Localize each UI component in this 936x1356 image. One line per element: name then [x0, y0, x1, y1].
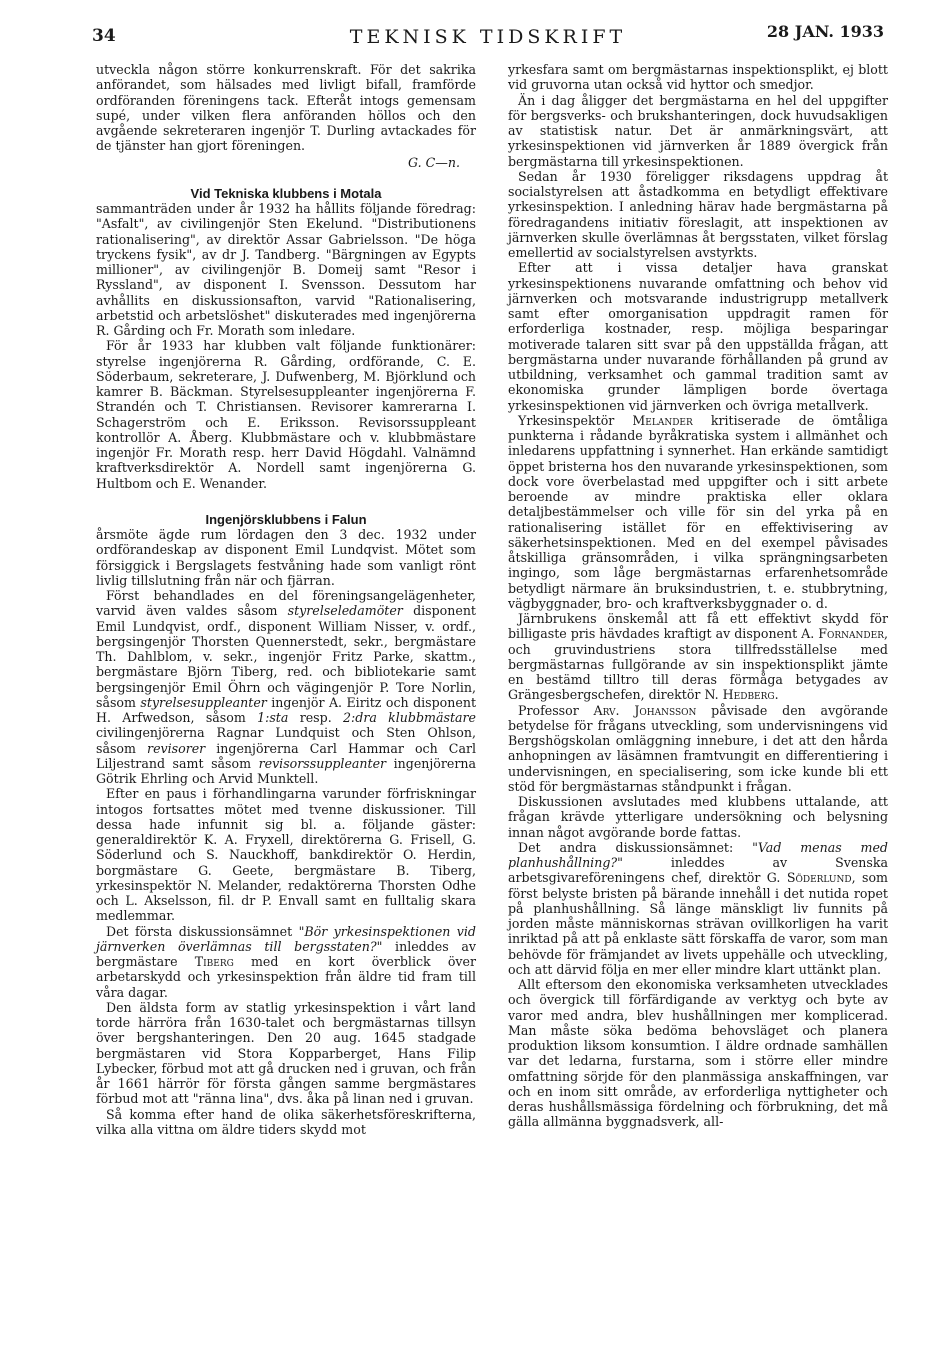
paragraph: Efter en paus i förhandlingarna varunder förfriskningar intogos fortsattes mötet med tvenne diskussioner. Till dessa hade infunnit sig bl. a. följande gäster: generaldirektör K. A. Fryxell, direktörerna G. Frisell, G. Söderlund och S. Nauckhoff, bankdirektör O. Herdin, borgmästare G. Geete, bergmästare B. Tiberg, yrkesinspektör N. Melander, redaktörerna Thorsten Odhe och L. Akselsson, fil. dr P. Envall samt en fulltalig skara medlemmar. — [96, 786, 476, 924]
italic-text: revisorssuppleanter — [258, 755, 387, 771]
paragraph: utveckla någon större konkurrenskraft. För det sakrika anförandet, som hälsades med livligt bifall, framförde ordföranden föreningens tack. Efteråt intogs gemensam supé, under vilken flera anföranden höllos och den avgående sekreteraren ingenjör T. Durling avtackades för de tjänster han gjort föreningen. — [96, 62, 476, 154]
italic-text: revisorer — [147, 740, 206, 756]
text-run: . — [774, 687, 779, 703]
text-run: Yrkesinspektör — [518, 412, 633, 428]
text-run: inleddes av Svenska arbetsgivareföreningens chef, direktör G. — [508, 855, 888, 886]
name-small-caps: Melander — [632, 412, 693, 428]
section-heading-falun: Ingenjörsklubbens i Falun — [205, 511, 367, 527]
italic-text: "Bör yrkesinspektionen vid järnverken överlämnas till bergsstaten?" — [96, 923, 476, 954]
text-run: , och gruvindustriens stora tillfredsställelse med bergmästarnas fullgörande av sin inspektionsplikt jämte en bestämd tilltro till deras förmåga betygades av Grängesbergschefen, direktör N. — [508, 626, 889, 703]
text-run: kritiserade de ömtåliga punkterna i rådande byråkratiska system i allmänhet och inledarens uppfattning i synnerhet. Han erkände samtidigt öppet bristerna hos den nuvarande yrkesinspektionen, som dock vore överbelastad med uppgifter och i sitt arbete beroende av mindre praktiska eller oklara detaljbestämmelser och ville för sin del yrka på en rationalisering istället för en effektivisering av säkerhetsinspektionen. Med en del exempel påvisades åtskilliga gränsområden, i vilka sprängningsarbeten ingingo, som låge bergmästarnas erfarenhetsområde betydligt närmare än bruksindustrien, t. e. stubbrytning, vägbyggnader, bro- och kraftverksbyggnader o. d. — [508, 412, 888, 611]
paragraph: yrkesfara samt om bergmästarnas inspektionsplikt, ej blott vid gruvorna utan också vid hyttor och smedjor. — [508, 62, 888, 93]
page-number: 34 — [92, 26, 116, 46]
italic-text: 1:sta — [257, 710, 289, 725]
text-run: ingenjör A. Eiritz och disponent H. Arfwedson, såsom — [96, 694, 476, 725]
text-run: civilingenjörerna Ragnar Lundquist och Sten Ohlson, såsom — [96, 725, 476, 756]
text-run: disponent Emil Lundqvist, ordf., disponent William Nisser, v. ordf., bergsingenjör Thorsten Quennerstedt, sekr., bergmästare Th. Dahlblom, v. sekr., ingenjör Fritz Parke, skattm., bergmästare Björn Tiberg, red. och bibliotekarie samt bergsingenjör Emil Öhrn och vägingenjör P. Tore Norlin, såsom — [96, 603, 476, 710]
text-run: Professor — [518, 702, 594, 718]
name-small-caps: Fornander — [818, 626, 884, 642]
left-column — [96, 62, 476, 1137]
paragraph: Efter att i vissa detaljer hava granskat yrkesinspektionens nuvarande omfattning och behov vid järnverken och motsvarande industrigrupp metallverk samt efter omorganisation uppdragit ramen för erforderliga kostnader, resp. möjliga besparingar motiverade talaren sitt svar på den uppställda frågan, att bergmästarna under nuvarande förhållanden på grund av utbildning, verksamhet och gammal tradition samt av ekonomiska grunder lämpligen borde övertaga yrkesinspektionen vid järnverken och övriga metallverk. — [508, 260, 888, 413]
text-run: , som först belyste bristen på bärande innehåll i det nutida ropet på planhushållning. Så länge mänskligt liv funnits på jorden måste människornas strävan ovillkorligen ha varit inriktad på att på enklaste sätt förskaffa de varor, som man behövde för främjandet av livets uppehälle och utveckling, och att därvid följa en mer eller mindre klart uttänkt plan. — [508, 870, 888, 977]
paragraph — [508, 413, 888, 611]
journal-title: TEKNISK TIDSKRIFT — [349, 26, 627, 48]
italic-text: "Vad menas med planhushållning?" — [508, 839, 888, 870]
paragraph: Sedan år 1930 föreligger riksdagens uppdrag åt socialstyrelsen att åstadkomma en betydligt effektivare yrkesinspektion. I anledning härav hade bergmästarna på föredragandens initiativ föreslagit, att inspektionen av järnverken skulle överlämnas åt bergsstaten, vilket förslag emellertid av socialstyrelsen avstyrkts. — [508, 168, 888, 260]
text-run: med en kort överblick över arbetarskydd och yrkesinspektion från äldre tid fram till våra dagar. — [96, 954, 476, 1000]
text-run: Först behandlades en del föreningsangelägenheter, varvid även valdes såsom — [96, 588, 476, 619]
paragraph: Den äldsta form av statlig yrkesinspektion i vårt land torde härröra från 1630-talet och bergmästarnas tillsyn över bergshanteringen. Den 20 aug. 1645 stadgade bergmästaren vid Stora Kopparberget, Hans Filip Lybecker, förbud mot att gå drucken ned i gruvan, och från år 1661 härrör för första gången samme bergmästares förbud mot att "ränna lina", dvs. åka på linan ned i gruvan. — [96, 999, 476, 1107]
page-header — [92, 22, 884, 52]
paragraph: Diskussionen avslutades med klubbens uttalande, att frågan krävde ytterligare undersökning och belysning innan något avgörande borde fattas. — [508, 794, 888, 840]
text-run: inleddes av bergmästare — [96, 938, 476, 969]
text-run: ingenjörerna Carl Hammar och Carl Liljestrand samt såsom — [96, 740, 476, 771]
paragraph — [96, 924, 476, 1000]
text-run: Järnbrukens önskemål att få ett effektivt skydd för billigaste pris hävdades kraftigt av disponent A. — [508, 611, 888, 642]
paragraph: sammanträden under år 1932 ha hållits följande föredrag: "Asfalt", av civilingenjör Sten Ekelund. "Distributionens rationalisering", av direktör Assar Gabrielsson. "De höga tryckens fysik", av dr J. Tandberg. "Bärgningen av Egypts millioner", av civilingenjör B. Domeij samt "Resor i Ryssland", av disponent I. Svensson. Dessutom har avhållits en diskussionsafton, varvid "Rationalisering, arbetstid och arbetslöshet" diskuterades med ingenjörerna R. Gårding och Fr. Morath som inledare. — [96, 201, 476, 338]
paragraph — [508, 611, 888, 703]
right-column — [508, 62, 888, 1130]
text-run: Det första diskussionsämnet — [106, 923, 299, 939]
italic-text: 2:dra klubbmästare — [343, 710, 476, 725]
paragraph — [508, 703, 888, 795]
paragraph — [508, 840, 888, 977]
issue-date: 28 JAN. 1933 — [766, 22, 884, 41]
paragraph: årsmöte ägde rum lördagen den 3 dec. 1932 under ordförandeskap av disponent Emil Lundqvist. Mötet som försiggick i Bergslagets festvåning hade som vanligt rönt livlig tillslutning från när och fjärran. — [96, 527, 476, 588]
section-heading-motala: Vid Tekniska klubbens i Motala — [190, 185, 382, 201]
paragraph: Allt eftersom den ekonomiska verksamheten utvecklades och övergick till förfärdigande av verktyg och byte av varor med andra, blev hushållningen mer komplicerad. Man måste söka bedöma behovsläget och planera produktion liksom konsumtion. I äldre ordnade samhällen var det ledarna, furstarna, som i större eller mindre omfattning sörjde för den planmässiga anskaffningen, var och en inom sitt område, av erforderliga nyttigheter och deras hushållsmässiga fördelning och förbrukning, det må gälla allmänna byggnadsverk, all- — [508, 977, 888, 1130]
italic-text: styrelseledamöter — [287, 603, 403, 619]
text-run: ingenjörerna Götrik Ehrling och Arvid Munktell. — [96, 755, 476, 786]
paragraph — [96, 588, 476, 786]
name-small-caps: Tiberg — [194, 954, 234, 969]
text-run: Det andra diskussionsämnet: — [518, 839, 753, 855]
name-small-caps: Hedberg — [722, 687, 775, 703]
name-small-caps: Söderlund — [786, 870, 852, 886]
paragraph: Så komma efter hand de olika säkerhetsföreskrifterna, vilka alla vittna om äldre tiders skydd mot — [96, 1106, 476, 1137]
text-run: resp. — [288, 710, 343, 725]
italic-text: styrelsesuppleanter — [140, 694, 267, 710]
paragraph: Än i dag åligger det bergmästarna en hel del uppgifter för bergsverks- och brukshanteringen, dock huvudsakligen av statistisk natur. Det är anmärkningsvärt, att yrkesinspektionen vid järnverken år 1889 övergick från bergmästarna till yrkesinspektionen. — [508, 92, 888, 169]
paragraph: För år 1933 har klubben valt följande funktionärer: styrelse ingenjörerna R. Gårding, ordförande, C. E. Söderbaum, sekreterare, J. Dufwenberg, M. Björklund och kamrer B. Bäckman. Styrelsesuppleanter ingenjörerna F. Strandén och T. Christiansen. Revisorer kamrerarna I. Schagerström och E. Eriksson. Revisorssuppleant kontrollör A. Åberg. Klubbmästare och v. klubbmästare ingenjör Fr. Morath resp. herr David Högdahl. Valnämnd kraftverksdirektör A. Nordell samt ingenjörerna G. Hultbom och E. Wenander. — [96, 338, 476, 491]
text-run: påvisade den avgörande betydelse för frågans utveckling, som undervisningens vid Bergshögskolan omläggning innebure, i det att den hårda anhopningen av läsämnen framtvungit en differentiering i undervisningen, en specialisering, som icke kunde bli ett stöd för bergmästarnas ståndpunkt i frågan. — [508, 702, 888, 794]
name-small-caps: Arv. Johansson — [593, 702, 697, 718]
author-signature: G. C—n. — [408, 154, 460, 170]
